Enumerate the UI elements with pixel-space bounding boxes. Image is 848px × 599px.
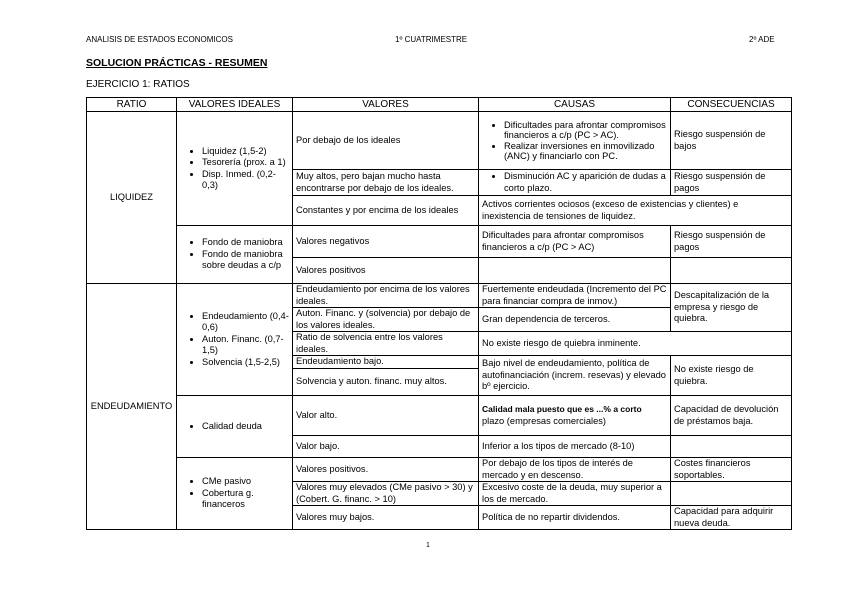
causa-cell: Calidad mala puesto que es ...% a corto plazo (empresas comerciales) (479, 396, 671, 436)
consecuencia-cell: Descapitalización de la empresa y riesgo de quiebra. (671, 284, 792, 332)
col-header-valores-ideales: VALORES IDEALES (177, 98, 293, 112)
ideales-fondo-maniobra: • Fondo de maniobra • Fondo de maniobra sobre deudas a c/p (177, 226, 293, 284)
ideales-calidad-deuda: • Calidad deuda (177, 396, 293, 458)
consecuencia-cell (671, 436, 792, 458)
table-row (87, 396, 792, 436)
ratio-endeudamiento: ENDEUDAMIENTO (87, 284, 177, 530)
causa-cell: Política de no repartir dividendos. (479, 506, 671, 530)
causa-cell: Fuertemente endeudada (Incremento del PC para financiar compra de inmov.) (479, 284, 671, 308)
causa-cell: Inferior a los tipos de mercado (8-10) (479, 436, 671, 458)
table-row (87, 458, 792, 482)
consecuencia-cell: Costes financieros soportables. (671, 458, 792, 482)
causa-cell: No existe riesgo de quiebra inminente. (479, 332, 792, 356)
consecuencia-cell: Riesgo suspensión de pagos (671, 170, 792, 196)
valor-cell: Valor bajo. (293, 436, 479, 458)
valor-cell: Valores negativos (293, 226, 479, 258)
causa-cell: Gran dependencia de terceros. (479, 308, 671, 332)
ratios-table (86, 97, 792, 530)
causa-cell (479, 258, 671, 284)
header-right: 2º ADE (749, 35, 775, 44)
causa-cell: • Dificultades para afrontar compromisos financieros a c/p (PC > AC). • Realizar inversiones en inmovilizado (ANC) y financiarlo con PC. (479, 112, 671, 170)
valor-cell: Constantes y por encima de los ideales (293, 196, 479, 226)
valor-cell: Ratio de solvencia entre los valores ideales. (293, 332, 479, 356)
consecuencia-cell: No existe riesgo de quiebra. (671, 356, 792, 396)
valor-cell: Endeudamiento por encima de los valores ideales. (293, 284, 479, 308)
col-header-valores: VALORES (293, 98, 479, 112)
ideales-liquidez: • Liquidez (1,5-2) • Tesorería (prox. a 1) • Disp. Inmed. (0,2-0,3) (177, 112, 293, 226)
table-header-row (87, 98, 792, 112)
valor-cell: Por debajo de los ideales (293, 112, 479, 170)
valor-cell: Valor alto. (293, 396, 479, 436)
consecuencia-cell: Riesgo suspensión de bajos (671, 112, 792, 170)
causa-cell: Activos corrientes ociosos (exceso de existencias y clientes) e inexistencia de tensiones de liquidez. (479, 196, 792, 226)
causa-cell: Bajo nivel de endeudamiento, política de autofinanciación (increm. resevas) y elevado bº ejercicio. (479, 356, 671, 396)
table-row (87, 284, 792, 308)
ratio-liquidez: LIQUIDEZ (87, 112, 177, 284)
causa-cell: Dificultades para afrontar compromisos financieros a c/p (PC > AC) (479, 226, 671, 258)
header-left: ANALISIS DE ESTADOS ECONOMICOS (86, 35, 233, 44)
valor-cell: Valores positivos. (293, 458, 479, 482)
col-header-causas: CAUSAS (479, 98, 671, 112)
valor-cell: Valores muy bajos. (293, 506, 479, 530)
valor-cell: Endeudamiento bajo. (293, 356, 479, 369)
table-row (87, 226, 792, 258)
valor-cell: Valores muy elevados (CMe pasivo > 30) y (Cobert. G. financ. > 10) (293, 482, 479, 506)
col-header-consecuencias: CONSECUENCIAS (671, 98, 792, 112)
ideales-endeudamiento: • Endeudamiento (0,4-0,6) • Auton. Financ. (0,7-1,5) • Solvencia (1,5-2,5) (177, 284, 293, 396)
consecuencia-cell: Riesgo suspensión de pagos (671, 226, 792, 258)
valor-cell: Auton. Financ. y (solvencia) por debajo de los valores ideales. (293, 308, 479, 332)
exercise-subtitle: EJERCICIO 1: RATIOS (86, 79, 190, 90)
causa-cell: • Disminución AC y aparición de dudas a corto plazo. (479, 170, 671, 196)
document-title: SOLUCION PRÁCTICAS - RESUMEN (86, 57, 268, 69)
valor-cell: Solvencia y auton. financ. muy altos. (293, 369, 479, 396)
consecuencia-cell (671, 482, 792, 506)
page-number: 1 (426, 542, 430, 549)
consecuencia-cell: Capacidad para adquirir nueva deuda. (671, 506, 792, 530)
valor-cell: Muy altos, pero bajan mucho hasta encontrarse por debajo de los ideales. (293, 170, 479, 196)
col-header-ratio: RATIO (87, 98, 177, 112)
causa-cell: Excesivo coste de la deuda, muy superior a los de mercado. (479, 482, 671, 506)
ideales-cme-pasivo: • CMe pasivo • Cobertura g. financeros (177, 458, 293, 530)
header-center: 1º CUATRIMESTRE (395, 35, 468, 44)
valor-cell: Valores positivos (293, 258, 479, 284)
consecuencia-cell (671, 258, 792, 284)
consecuencia-cell: Capacidad de devolución de préstamos baja. (671, 396, 792, 436)
table-row (87, 112, 792, 170)
causa-cell: Por debajo de los tipos de interés de mercado y en descenso. (479, 458, 671, 482)
